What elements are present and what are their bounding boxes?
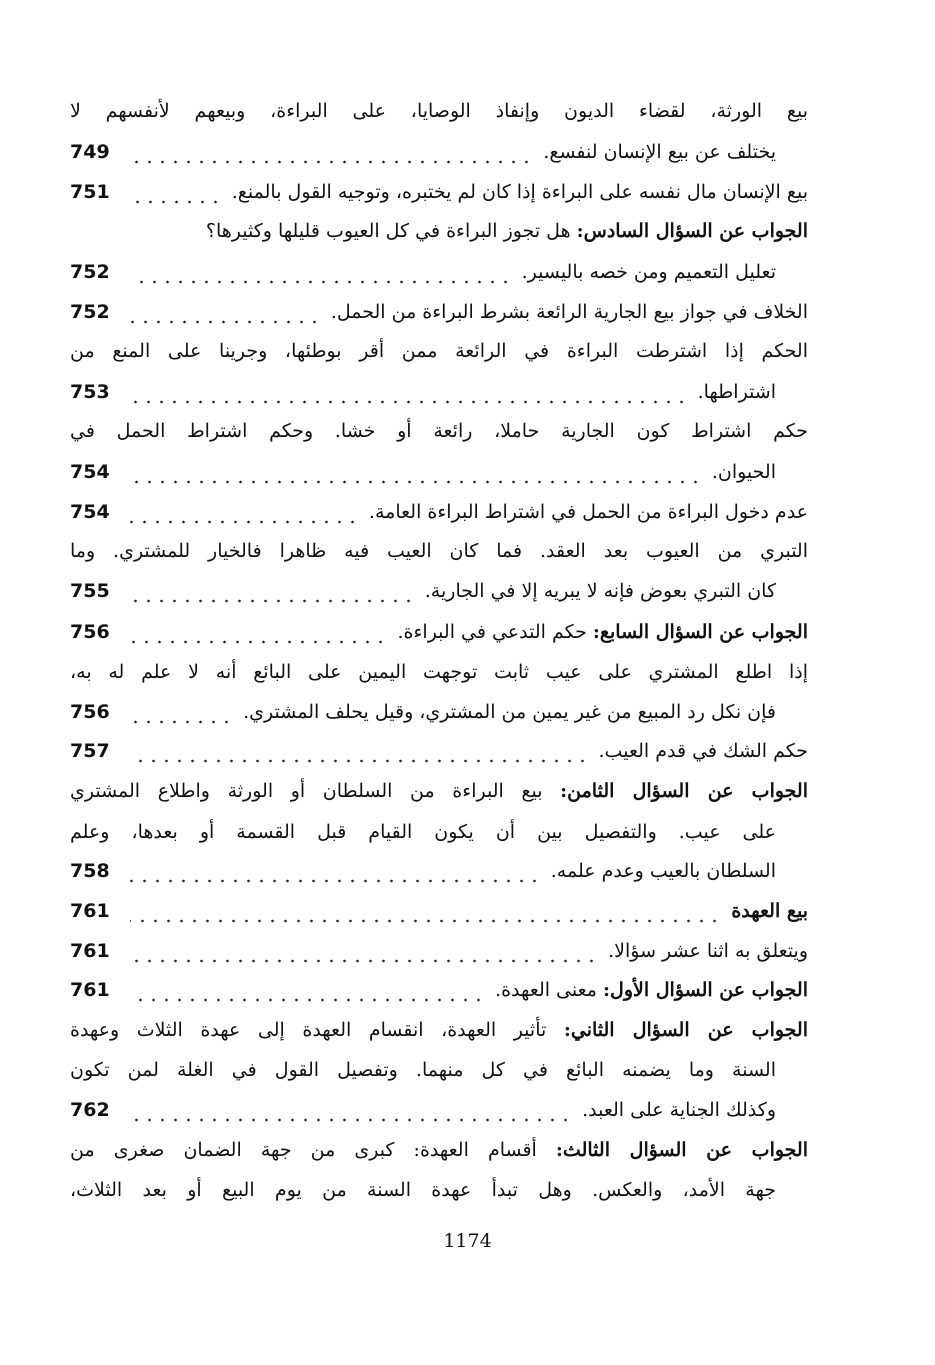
toc-entry-text	[331, 292, 808, 332]
toc-entry-text	[522, 252, 776, 292]
toc-entry	[70, 1050, 808, 1090]
toc-entry-text	[608, 931, 808, 971]
toc-entry	[70, 132, 808, 172]
toc-entry	[70, 252, 808, 292]
toc-entry-page: 751	[70, 181, 110, 203]
toc-entry-text	[731, 891, 808, 931]
toc-entry-page: 758	[70, 860, 110, 882]
toc-entry	[70, 1130, 808, 1170]
toc-entry-title: اشتراطها.	[697, 381, 776, 403]
toc-entry-title: كان التبري بعوض فإنه لا يبريه إلا في الجارية.	[424, 580, 776, 602]
toc-entry-title: فإن نكل رد المبيع من غير يمين من المشتري، وقيل يحلف المشتري.	[243, 701, 776, 723]
toc-entry-page: 762	[70, 1099, 110, 1121]
toc-entry	[70, 692, 808, 732]
toc-entry-page: 761	[70, 940, 110, 962]
toc-entry-text	[70, 1050, 776, 1090]
toc-entry-title: الحيوان.	[711, 461, 776, 483]
toc-entry	[70, 172, 808, 212]
toc-entry	[70, 1010, 808, 1050]
toc-entry-page: 755	[70, 580, 110, 602]
toc-entry	[70, 211, 808, 251]
toc-entry-title: بيع الإنسان مال نفسه على البراءة إذا كان لم يختبره، وتوجيه القول بالمنع.	[231, 181, 808, 203]
toc-entry-title: بيع البراءة من السلطان أو الورثة واطلاع المشتري	[70, 780, 561, 802]
toc-entry-title: أقسام العهدة: كبرى من جهة الضمان صغرى من	[70, 1139, 556, 1161]
toc-entry-text	[495, 970, 808, 1010]
toc-entry-text	[70, 91, 808, 131]
toc-entry-text	[70, 771, 808, 811]
toc-entry	[70, 91, 808, 131]
toc-entry	[70, 292, 808, 332]
toc-entry-text	[543, 132, 776, 172]
toc-entry-heading: الجواب عن السؤال الثالث:	[555, 1139, 808, 1161]
toc-entry-text	[232, 172, 808, 212]
leader-dots	[130, 571, 415, 611]
toc-entry-title: تعليل التعميم ومن خصه باليسير.	[521, 261, 776, 283]
toc-entry	[70, 492, 808, 532]
toc-entry	[70, 1170, 808, 1210]
toc-entry-title: يختلف عن بيع الإنسان لنفسع.	[543, 141, 776, 163]
toc-entry-page: 756	[70, 701, 110, 723]
toc-entry-heading: الجواب عن السؤال السابع:	[592, 621, 808, 643]
toc-entry-title: حكم اشتراط كون الجارية حاملا، رائعة أو خشا. وحكم اشتراط الحمل في	[70, 420, 808, 442]
toc-entry-title: التبري من العيوب بعد العقد. فما كان العيب فيه ظاهرا فالخيار للمشتري. وما	[70, 540, 808, 562]
toc-entry-title: على عيب. والتفصيل بين أن يكون القيام قبل القسمة أو بعدها، وعلم	[70, 821, 776, 843]
toc-entry-title: ويتعلق به اثنا عشر سؤالا.	[608, 940, 808, 962]
toc-entry-title: حكم التدعي في البراءة.	[397, 621, 593, 643]
page-number: 1174	[443, 1230, 492, 1252]
leader-dots	[130, 172, 222, 212]
toc-entry-text	[70, 331, 808, 371]
toc-entry-text	[70, 812, 776, 852]
toc-entry-text	[698, 372, 776, 412]
toc-entry-text	[70, 1130, 808, 1170]
toc-entry	[70, 452, 808, 492]
toc-entry-text	[206, 211, 808, 251]
toc-entry	[70, 372, 808, 412]
leader-dots	[130, 372, 688, 412]
leader-dots	[130, 891, 721, 931]
toc-entry-text	[712, 452, 776, 492]
toc-entry-page: 752	[70, 301, 110, 323]
toc-entry-heading: الجواب عن السؤال الثاني:	[563, 1019, 808, 1041]
toc-entry	[70, 812, 808, 852]
toc-entry-heading: الجواب عن السؤال الأول:	[603, 979, 808, 1001]
toc-entry-page: 756	[70, 621, 110, 643]
toc-entry-page: 761	[70, 979, 110, 1001]
leader-dots	[130, 1090, 572, 1130]
toc-entry-text	[70, 411, 808, 451]
toc-entry-page: 757	[70, 740, 110, 762]
toc-entry	[70, 1090, 808, 1130]
toc-entry	[70, 612, 808, 652]
toc-entry-page: 753	[70, 381, 110, 403]
leader-dots	[130, 132, 533, 172]
toc-entry-text	[551, 851, 776, 891]
toc-entry-text	[582, 1090, 776, 1130]
toc-entry	[70, 970, 808, 1010]
leader-dots	[130, 292, 321, 332]
toc-entry-title: حكم الشك في قدم العيب.	[598, 740, 808, 762]
leader-dots	[130, 492, 359, 532]
toc-entry-title: معنى العهدة.	[495, 979, 604, 1001]
toc-entry-title: إذا اطلع المشتري على عيب ثابت توجهت اليمين على البائع أنه لا علم له به،	[70, 661, 808, 683]
toc-entry-text	[397, 612, 808, 652]
toc-entry-heading: الجواب عن السؤال السادس:	[576, 220, 808, 242]
toc-entry	[70, 652, 808, 692]
toc-entry	[70, 331, 808, 371]
toc-entry-text	[369, 492, 808, 532]
leader-dots	[130, 452, 702, 492]
toc-entry-title: الحكم إذا اشترطت البراءة في الرائعة ممن أقر بوطئها، وجرينا على المنع من	[70, 340, 808, 362]
toc-entry-text	[70, 531, 808, 571]
toc-entry-text	[70, 652, 808, 692]
toc-entry	[70, 891, 808, 931]
leader-dots	[130, 931, 598, 971]
leader-dots	[130, 970, 485, 1010]
toc-entry-heading: الجواب عن السؤال الثامن:	[560, 780, 808, 802]
toc-entry-page: 749	[70, 141, 110, 163]
toc-entry	[70, 531, 808, 571]
toc-entry-page: 754	[70, 501, 110, 523]
toc-entry-text	[70, 1170, 776, 1210]
toc-entry-title: وكذلك الجناية على العبد.	[582, 1099, 776, 1121]
toc-entry-title: الخلاف في جواز بيع الجارية الرائعة بشرط البراءة من الحمل.	[330, 301, 808, 323]
toc-entry	[70, 931, 808, 971]
leader-dots	[130, 692, 233, 732]
toc-entry	[70, 411, 808, 451]
toc-entry-text	[425, 571, 776, 611]
leader-dots	[130, 731, 589, 771]
toc-entry-title: السنة وما يضمنه البائع في كل منهما. وتفصيل القول في الغلة لمن تكون	[70, 1059, 776, 1081]
toc-entry-title: السلطان بالعيب وعدم علمه.	[550, 860, 776, 882]
toc-entry-text	[599, 731, 808, 771]
leader-dots	[130, 252, 512, 292]
toc-entry	[70, 571, 808, 611]
toc-entry-text	[243, 692, 776, 732]
leader-dots	[130, 612, 387, 652]
toc-entry-title: عدم دخول البراءة من الحمل في اشتراط البراءة العامة.	[368, 501, 808, 523]
toc-entry-title: هل تجوز البراءة في كل العيوب قليلها وكثيرها؟	[205, 220, 577, 242]
toc-entry-page: 761	[70, 900, 110, 922]
toc-entry-page: 752	[70, 261, 110, 283]
toc-entry-title: تأثير العهدة، انقسام العهدة إلى عهدة الثلاث وعهدة	[70, 1019, 564, 1041]
toc-entry-title: بيع الورثة، لقضاء الديون وإنفاذ الوصايا، على البراءة، وبيعهم لأنفسهم لا	[70, 100, 808, 122]
toc-entry-page: 754	[70, 461, 110, 483]
toc-entry-text	[70, 1010, 808, 1050]
leader-dots	[130, 851, 541, 891]
toc-entry-heading: بيع العهدة	[731, 900, 808, 922]
toc-entry	[70, 731, 808, 771]
toc-entry-title: جهة الأمد، والعكس. وهل تبدأ عهدة السنة من يوم البيع أو بعد الثلاث،	[70, 1179, 776, 1201]
toc-entry	[70, 851, 808, 891]
toc-entry	[70, 771, 808, 811]
